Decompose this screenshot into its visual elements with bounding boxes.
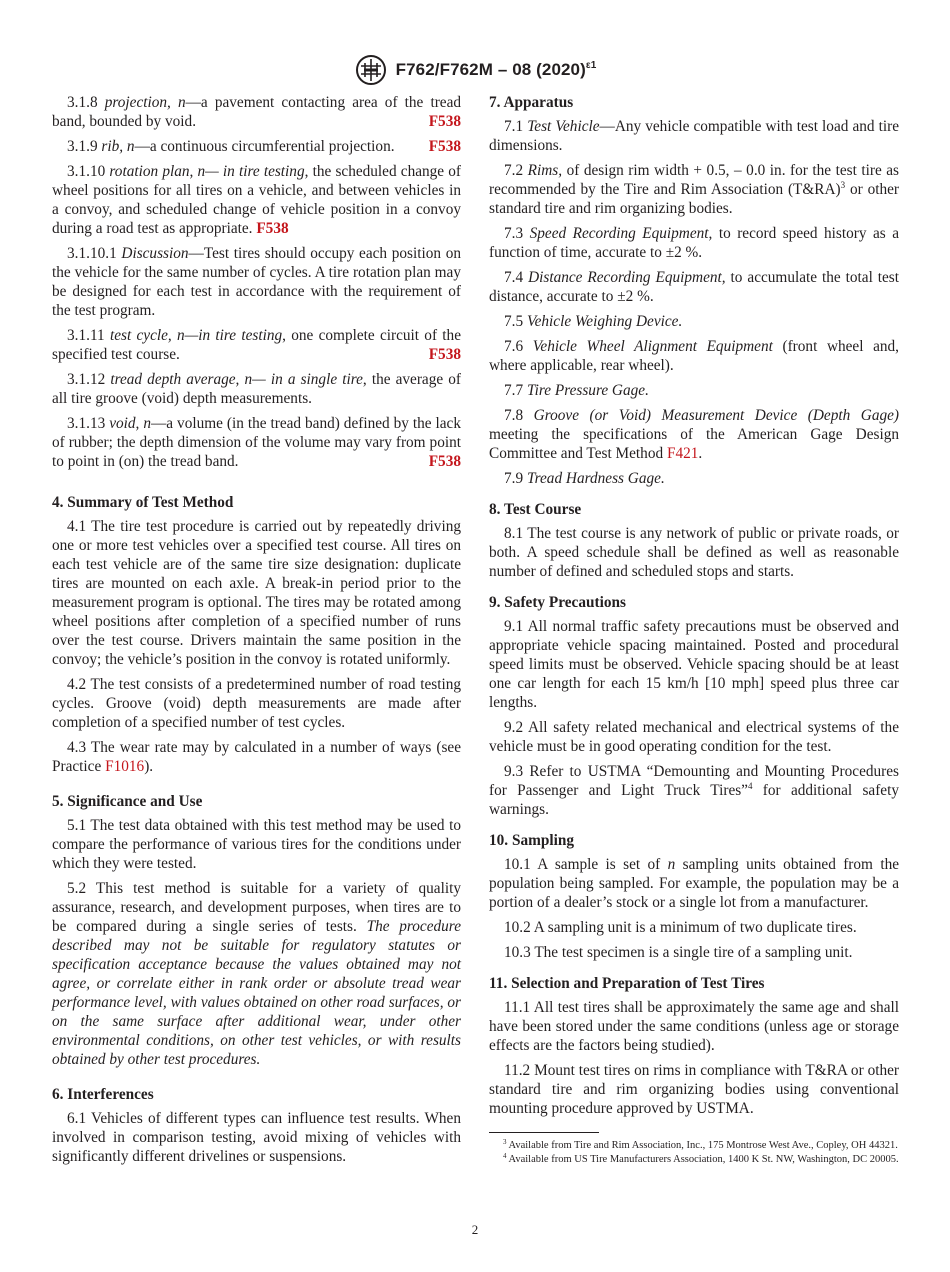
section-11-heading: 11. Selection and Preparation of Test Tires [489, 975, 765, 992]
footnote-4: $^4$ Available from US Tire Manufacturers Association, 1400 K St. NW, Washington, DC 20005. [503, 1152, 899, 1165]
left-column [52, 93, 461, 1172]
section-8-heading: 8. Test Course [489, 501, 582, 518]
footnote-marker-3[interactable]: 3 [840, 180, 846, 190]
footnote-3: $^3$ Available from Tire and Rim Association, Inc., 175 Montrose West Ave., Copley, OH 44321. [503, 1138, 898, 1151]
paragraph-6-1: 6.1 Vehicles of different types can influence test results. When involved in comparison testing, avoid mixing of vehicles with significantly different drivelines or suspensions. [52, 1110, 461, 1165]
ref-f538[interactable]: F538 [256, 220, 289, 237]
ref-f538[interactable]: F538 [428, 138, 461, 155]
section-5-heading: 5. Significance and Use [52, 793, 203, 810]
ref-f538[interactable]: F538 [428, 113, 461, 130]
definition-3-1-10: 3.1.10 rotation plan, n— in tire testing, the scheduled change of wheel positions for all tires on a vehicle, and between vehicles in a convoy, and scheduled change of vehicle position in a convoy during a road test as appropriate. F538 [52, 163, 462, 237]
paragraph-7-2: 7.2 Rims, of design rim width + 0.5, – 0.0 in. for the test tire as recommended by the Tire and Rim Association (T&RA)$^3$ or other standard tire and rim organizing bodies. [489, 162, 900, 217]
section-7-heading: 7. Apparatus [489, 94, 574, 111]
paragraph-7-1: 7.1 Test Vehicle—Any vehicle compatible with test load and tire dimensions. [489, 118, 899, 154]
right-column [489, 93, 899, 1167]
paragraph-7-7: 7.7 Tire Pressure Gage. [504, 382, 649, 399]
paragraph-4-2: 4.2 The test consists of a predetermined number of road testing cycles. Groove (void) depth measurements are made after completion of a specified number of test cycles. [52, 676, 461, 731]
definition-3-1-11: 3.1.11 test cycle, n—in tire testing, one complete circuit of the specified test course. F538 [52, 327, 461, 363]
section-6-heading: 6. Interferences [52, 1086, 154, 1103]
paragraph-10-1: 10.1 A sample is set of n sampling units obtained from the population being sampled. For example, the population may be a portion of a dealer’s stock or a single lot from a manufacturer. [489, 856, 900, 911]
section-4-heading: 4. Summary of Test Method [52, 494, 234, 511]
document-designation: F762/F762M – 08 $(2020)^{\varepsilon 1}$ [395, 60, 597, 79]
definition-3-1-10-1: 3.1.10.1 Discussion—Test tires should occupy each position on the vehicle for the same number of cycles. A tire rotation plan may be designed for each test in accordance with the requirement of the test program. [52, 245, 461, 319]
paragraph-11-2: 11.2 Mount test tires on rims in compliance with T&RA or other standard tire and rim organizing bodies using conventional mounting procedure approved by USTMA. [489, 1062, 899, 1117]
paragraph-8-1: 8.1 The test course is any network of public or private roads, or both. A speed schedule shall be defined as well as reasonable number of defined and scheduled stops and starts. [489, 525, 899, 580]
ref-f538[interactable]: F538 [428, 346, 461, 363]
paragraph-5-1: 5.1 The test data obtained with this test method may be used to compare the performance of various tires for the conditions under which they were tested. [52, 817, 461, 872]
section-9-heading: 9. Safety Precautions [489, 594, 626, 611]
paragraph-7-9: 7.9 Tread Hardness Gage. [504, 470, 665, 487]
epsilon-superscript: ε1 [585, 60, 597, 71]
paragraph-7-4: 7.4 Distance Recording Equipment, to accumulate the total test distance, accurate to ±2 %. [489, 269, 900, 305]
link-f1016[interactable]: F1016 [105, 758, 145, 775]
section-10-heading: 10. Sampling [489, 832, 575, 849]
definition-3-1-8: 3.1.8 projection, n—a pavement contacting area of the tread band, bounded by void. F538 [52, 94, 462, 130]
page-number: 2 [471, 1222, 479, 1237]
page-header [0, 54, 950, 86]
paragraph-5-2: 5.2 This test method is suitable for a variety of quality assurance, research, and development purposes, when tires are to be compared during a single series of tests. The procedure described may not be suitable for regulatory statutes or specification acceptance because the values obtained may not agree, or correlate either in rank order or absolute tread wear performance level, with values obtained on other road surfaces, or on the same surface after additional wear, under other environmental conditions, on other test vehicles, or with results obtained by other test procedures. [52, 880, 461, 1068]
link-f421[interactable]: F421 [666, 445, 699, 462]
paragraph-7-5: 7.5 Vehicle Weighing Device. [504, 313, 683, 330]
paragraph-10-3: 10.3 The test specimen is a single tire of a sampling unit. [504, 944, 853, 961]
paragraph-7-6: 7.6 Vehicle Wheel Alignment Equipment (front wheel and, where applicable, rear wheel). [489, 338, 899, 374]
footnote-divider [489, 1132, 599, 1133]
definition-3-1-13: 3.1.13 void, n—a volume (in the tread band) defined by the lack of rubber; the depth dimension of the volume may vary from point to point in (on) the tread band. F538 [52, 415, 462, 470]
definition-3-1-9: 3.1.9 rib, n—a continuous circumferential projection. F538 [67, 138, 461, 155]
definition-3-1-12: 3.1.12 tread depth average, n— in a single tire, the average of all tire groove (void) depth measurements. [52, 371, 462, 407]
paragraph-11-1: 11.1 All test tires shall be approximately the same age and shall have been stored under the same conditions (unless age or storage effects are the factors being studied). [489, 999, 899, 1054]
paragraph-9-1: 9.1 All normal traffic safety precautions must be observed and appropriate vehicle spacing maintained. Posted and procedural speed limits must be observed. Vehicle spacing should be at least one car length for each 15 km/h [10 mph] speed plus three car lengths. [489, 618, 899, 711]
paragraph-7-3: 7.3 Speed Recording Equipment, to record speed history as a function of time, accurate to ±2 %. [489, 225, 900, 261]
footnotes [489, 1139, 899, 1167]
astm-logo-icon [354, 54, 388, 86]
paragraph-4-3: 4.3 The wear rate may by calculated in a number of ways (see Practice F1016). [52, 739, 461, 775]
paragraph-10-2: 10.2 A sampling unit is a minimum of two duplicate tires. [504, 919, 857, 936]
paragraph-4-1: 4.1 The tire test procedure is carried out by repeatedly driving one or more test vehicles over a specified test course. All tires on each test vehicle are of the same tire size designation: duplicate tires are mounted on each axle. A break-in period prior to the measurement program is optional. The tires may be rotated among wheel positions after completion of a specified number of runs over the test course. Drivers maintain the same position in the convoy; the vehicle’s position in the convoy is rotated uniformly. [52, 518, 461, 668]
paragraph-9-3: 9.3 Refer to USTMA “Demounting and Mounting Procedures for Passenger and Light Truck Tires”$^4$ for additional safety warnings. [489, 763, 899, 818]
paragraph-7-8: 7.8 Groove (or Void) Measurement Device (Depth Gage) meeting the specifications of the American Gage Design Committee and Test Method F421. [489, 407, 900, 462]
ref-f538[interactable]: F538 [428, 453, 461, 470]
footnote-marker-4[interactable]: 4 [747, 781, 753, 791]
paragraph-9-2: 9.2 All safety related mechanical and electrical systems of the vehicle must be in good operating condition for the test. [489, 719, 899, 755]
